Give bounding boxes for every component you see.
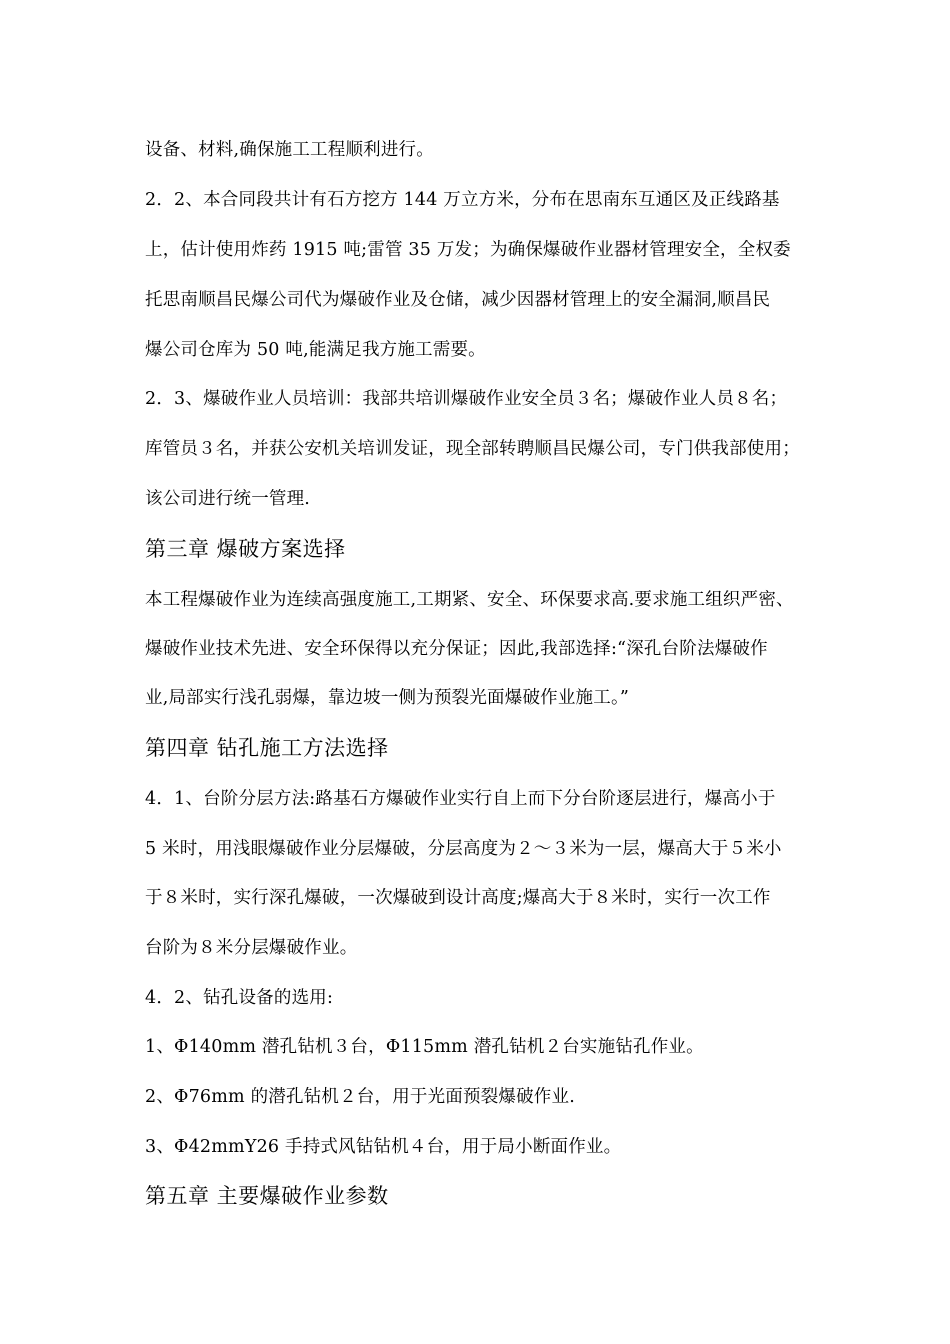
paragraph-line: 本工程爆破作业为连续高强度施工,工期紧、安全、环保要求高.要求施工组织严密、 (145, 590, 794, 610)
chapter-heading: 第三章 爆破方案选择 (145, 537, 346, 561)
chapter-heading: 第四章 钻孔施工方法选择 (145, 736, 389, 760)
paragraph-line: 业,局部实行浅孔弱爆，靠边坡一侧为预裂光面爆破作业施工。” (145, 688, 630, 708)
list-item: 3、Φ42mmY26 手持式风钻钻机４台，用于局小断面作业。 (145, 1137, 622, 1157)
paragraph-line: 4．1、台阶分层方法:路基石方爆破作业实行自上而下分台阶逐层进行，爆高小于 (145, 789, 776, 809)
paragraph-line: 爆公司仓库为 50 吨,能满足我方施工需要。 (145, 340, 486, 360)
paragraph-line: 上，估计使用炸药 1915 吨;雷管 35 万发；为确保爆破作业器材管理安全，全权委 (145, 240, 791, 260)
paragraph-line: 库管员３名，并获公安机关培训发证，现全部转聘顺昌民爆公司，专门供我部使用； (145, 439, 800, 459)
paragraph-line: 设备、材料,确保施工工程顺利进行。 (145, 140, 434, 160)
paragraph-line: 2．3、爆破作业人员培训：我部共培训爆破作业安全员３名；爆破作业人员８名； (145, 389, 788, 409)
paragraph-line: 于８米时，实行深孔爆破，一次爆破到设计高度;爆高大于８米时，实行一次工作 (145, 888, 771, 908)
paragraph-line: 4．2、钻孔设备的选用: (145, 988, 334, 1008)
paragraph-line: 该公司进行统一管理. (145, 489, 311, 509)
paragraph-line: 爆破作业技术先进、安全环保得以充分保证；因此,我部选择:“深孔台阶法爆破作 (145, 639, 768, 659)
list-item: 2、Φ76mm 的潜孔钻机２台，用于光面预裂爆破作业. (145, 1087, 575, 1107)
paragraph-line: 5 米时，用浅眼爆破作业分层爆破，分层高度为２～３米为一层，爆高大于５米小 (145, 839, 782, 859)
list-item: 1、Φ140mm 潜孔钻机３台，Φ115mm 潜孔钻机２台实施钻孔作业。 (145, 1037, 704, 1057)
paragraph-line: 2．2、本合同段共计有石方挖方 144 万立方米，分布在思南东互通区及正线路基 (145, 190, 780, 210)
paragraph-line: 台阶为８米分层爆破作业。 (145, 938, 358, 958)
paragraph-line: 托思南顺昌民爆公司代为爆破作业及仓储，减少因器材管理上的安全漏洞,顺昌民 (145, 290, 771, 310)
chapter-heading: 第五章 主要爆破作业参数 (145, 1184, 389, 1208)
